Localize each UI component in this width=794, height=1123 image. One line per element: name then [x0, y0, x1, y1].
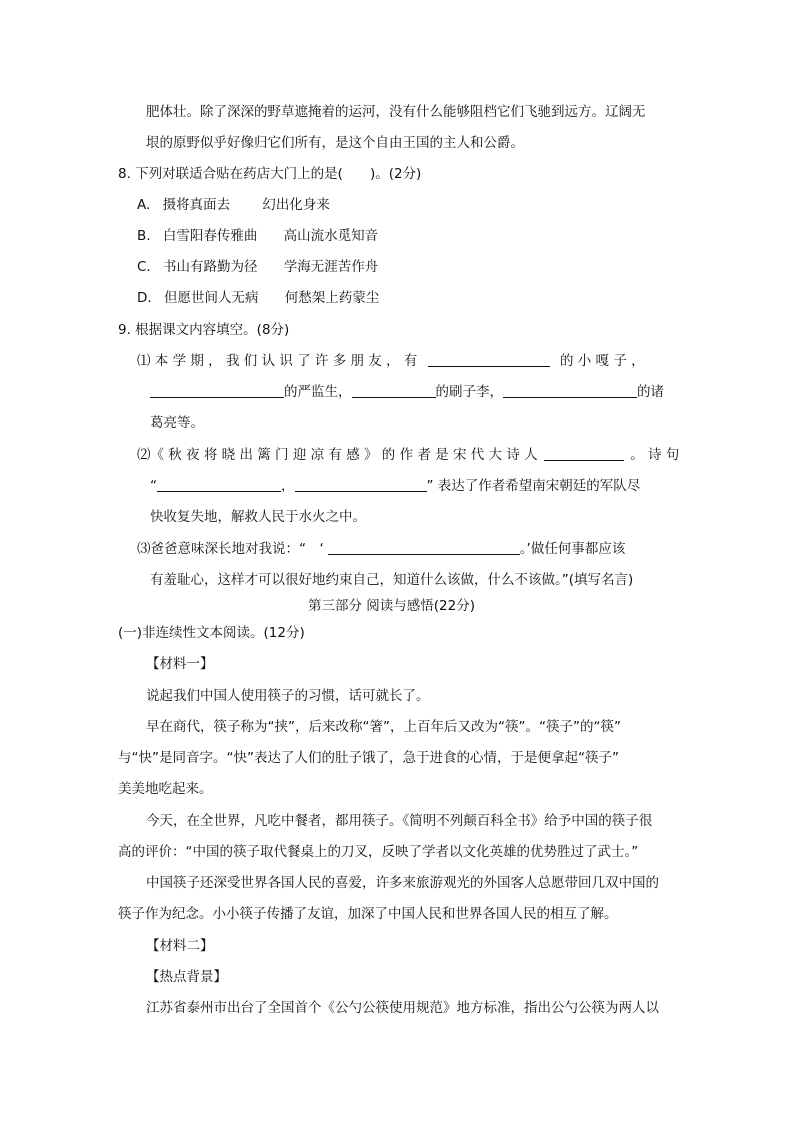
material-1-line: 与“快”是同音字。“快”表达了人们的肚子饿了，急于进食的心情，于是便拿起“筷子” [118, 750, 619, 766]
q9-part2-line1 [137, 445, 679, 465]
couplet-right: 幻出化身来 [262, 197, 330, 213]
couplet-left: 但愿世间人无病 [163, 290, 259, 306]
q9-part1-text: 的 小 嘎 子 ， [559, 353, 645, 369]
q9-part2-text: ⑵《 秋 夜 将 晓 出 篱 门 迎 凉 有 感 》 的 作 者 是 宋 代 大 诗 人 [137, 447, 538, 463]
couplet-right: 学海无涯苦作舟 [283, 259, 379, 275]
option-letter: C. [137, 259, 151, 275]
answer-blank[interactable] [503, 383, 637, 398]
q8-option-a [137, 195, 330, 215]
answer-blank[interactable] [352, 383, 436, 398]
couplet-left: 白雪阳春传雅曲 [162, 228, 258, 244]
material-1-line: 早在商代，筷子称为“挟”，后来改称“箸”，上百年后又改为“筷”。“筷子”的“筷” [146, 719, 621, 735]
hotspot-background-heading: 【热点背景】 [146, 969, 227, 985]
q8-option-c [137, 257, 378, 277]
q9-part1-text: 的刷子李， [435, 384, 503, 400]
couplet-right: 高山流水觅知音 [283, 228, 379, 244]
material-2-heading: 【材料二】 [146, 938, 214, 954]
option-letter: D. [137, 290, 152, 306]
q9-part2-text: 。 诗 句 [630, 447, 680, 463]
q9-part2-line3: 快收复失地，解救人民于水火之中。 [150, 509, 366, 525]
couplet-left: 书山有路勤为径 [163, 259, 258, 275]
answer-blank[interactable] [544, 446, 624, 461]
answer-blank[interactable] [157, 477, 281, 492]
material-1-line: 说起我们中国人使用筷子的习惯，话可就长了。 [146, 688, 430, 704]
material-2-line: 江苏省泰州市出台了全国首个《公勺公筷使用规范》地方标准，指出公勺公筷为两人以 [146, 1000, 659, 1016]
material-1-line: 中国筷子还深受世界各国人民的喜爱，许多来旅游观光的外国客人总愿带回几双中国的 [146, 875, 659, 891]
answer-blank[interactable] [150, 383, 284, 398]
material-1-line: 美美地吃起来。 [118, 781, 213, 797]
section-subtitle: (一)非连续性文本阅读。(12分) [118, 625, 305, 641]
q9-part1-text: 的诸 [637, 384, 664, 400]
couplet-left: 摄将真面去 [162, 197, 231, 213]
answer-blank[interactable] [295, 477, 427, 492]
q9-part3-text: ⑶爸爸意味深长地对我说：“ ‘ [137, 541, 324, 557]
intro-line-1: 肥体壮。除了深深的野草遮掩着的运河，没有什么能够阻档它们飞驰到远方。辽阔无 [146, 104, 646, 120]
material-1-line: 筷子作为纪念。小小筷子传播了友谊，加深了中国人民和世界各国人民的相互了解。 [118, 906, 618, 922]
quote-mark: “ [150, 478, 157, 494]
intro-line-2: 垠的原野似乎好像归它们所有，是这个自由王国的主人和公爵。 [146, 135, 524, 151]
couplet-right: 何愁架上药蒙尘 [284, 290, 380, 306]
q9-part3-line1 [137, 539, 625, 559]
question-8-stem: 8. 下列对联适合贴在药店大门上的是( )。(2分) [118, 166, 422, 182]
q9-part1-line2 [150, 382, 664, 402]
q8-option-b [137, 226, 378, 246]
q9-part2-line2 [150, 476, 640, 496]
question-9-stem: 9. 根据课文内容填空。(8分) [118, 322, 290, 338]
material-1-line: 今天，在全世界，凡吃中餐者，都用筷子。《简明不列颠百科全书》给予中国的筷子很 [146, 813, 653, 829]
q9-part1-line1 [137, 351, 645, 371]
q8-option-d [137, 288, 379, 308]
q9-part1-line3: 葛亮等。 [150, 415, 204, 431]
q9-part3-line2: 有羞耻心，这样才可以很好地约束自己，知道什么该做，什么不该做。”(填写名言) [150, 572, 634, 588]
q9-part2-text: ， [281, 478, 295, 494]
material-1-line: 高的评价：“中国的筷子取代餐桌上的刀叉，反映了学者以文化英雄的优势胜过了武士。” [118, 844, 639, 860]
answer-blank[interactable] [428, 352, 550, 367]
q9-part1-text: ⑴ 本 学 期 ， 我 们 认 识 了 许 多 朋 友 ， 有 [137, 353, 418, 369]
answer-blank[interactable] [328, 540, 520, 555]
option-letter: B. [137, 228, 151, 244]
q9-part1-text: 的严监生， [284, 384, 352, 400]
option-letter: A. [137, 197, 151, 213]
q9-part3-text: 。’做任何事都应该 [519, 541, 626, 557]
q9-part2-text: ” 表达了作者希望南宋朝廷的军队尽 [426, 478, 641, 494]
part3-title: 第三部分 阅读与感悟(22分) [308, 598, 476, 614]
material-1-heading: 【材料一】 [146, 656, 214, 672]
